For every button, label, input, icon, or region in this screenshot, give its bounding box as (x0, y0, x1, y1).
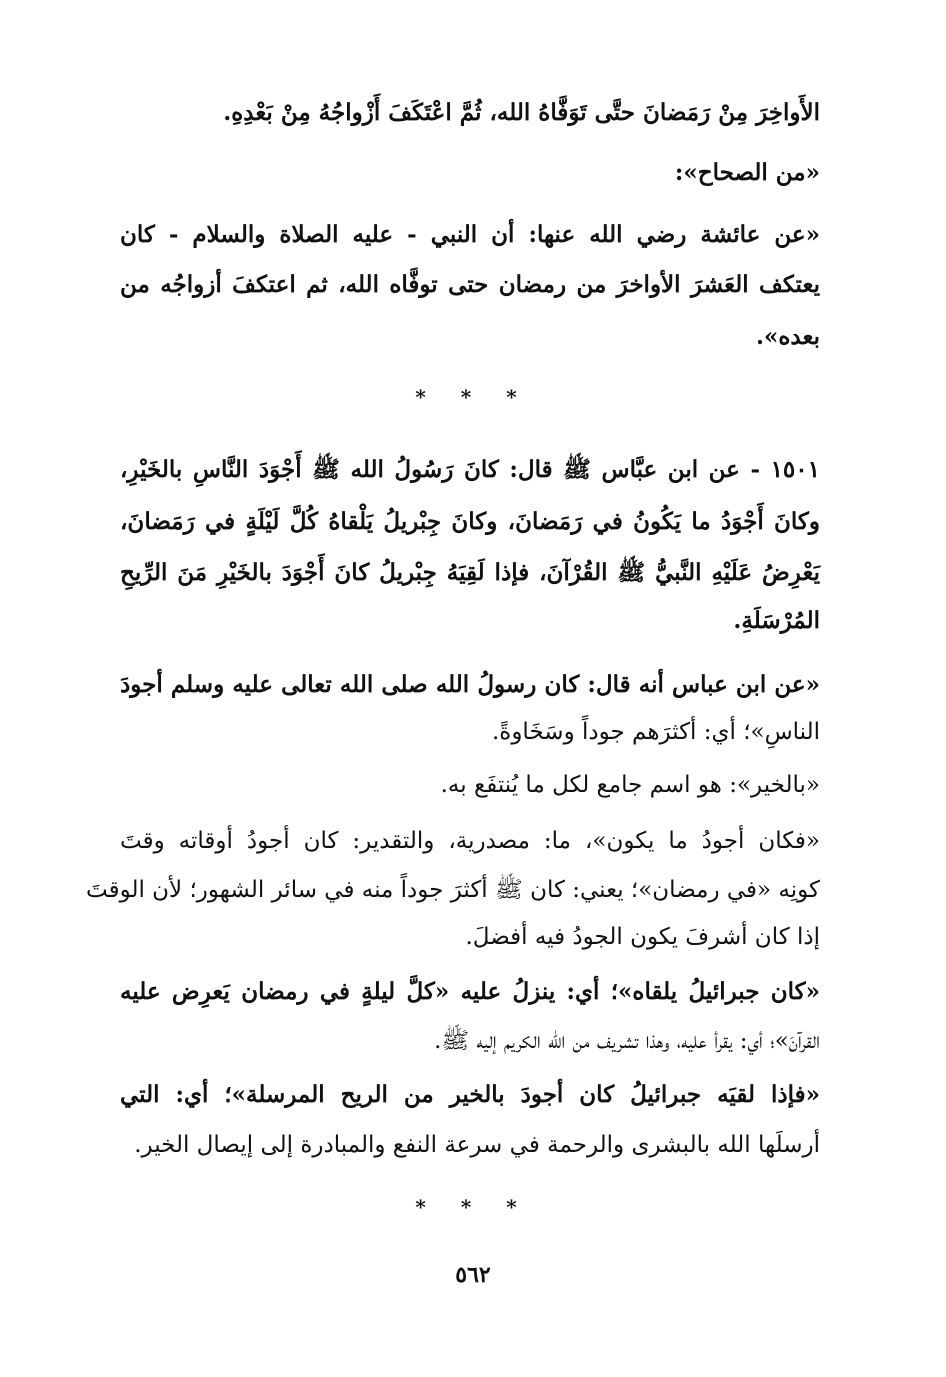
hadith-line: ١٥٠١ - عن ابن عبَّاس ﷺ قال: كانَ رَسُولُ الله ﷺ أَجْوَدَ النَّاسِ بالخَيْرِ، (120, 456, 820, 483)
commentary-line: «كان جبرائيلُ يلقاه»؛ أي: ينزلُ عليه «كلَّ ليلةٍ في رمضان يَعرِض عليه (120, 978, 820, 1005)
text-line: بعده». (755, 323, 820, 350)
text-line: الأَواخِرَ مِنْ رَمَضانَ حتَّى تَوَفَّاهُ الله، ثُمَّ اعْتَكَفَ أَزْواجُهُ مِنْ بَعْدِهِ. (223, 99, 820, 126)
hadith-line: وكانَ أَجْوَدُ ما يَكُونُ في رَمَضانَ، وكانَ جِبْريلُ يَلْقاهُ كُلَّ لَيْلَةٍ في رَمَضانَ، (120, 508, 820, 535)
text-line: يعتكف العَشرَ الأواخرَ من رمضان حتى توفَّاه الله، ثم اعتكفَ أزواجُه من (120, 271, 820, 298)
section-heading: «من الصحاح»: (674, 159, 820, 186)
commentary-line: الناسِ»؛ أي: أكثرَهم جوداً وسَخَاوةً. (491, 719, 820, 745)
commentary-line: «فكان أجودُ ما يكون»، ما: مصدرية، والتقدير: كان أجودُ أوقاته وقتَ (120, 828, 820, 854)
page-number: ٥٦٢ (455, 1262, 491, 1288)
commentary-line: «فإذا لقيَه جبرائيلُ كان أجودَ بالخير من الريح المرسلة»؛ أي: التي (120, 1081, 820, 1108)
hadith-line: يَعْرِضُ عَلَيْهِ النَّبيُّ ﷺ القُرْآنَ، فإذا لَقِيَهُ جِبْريلُ كانَ أَجْوَدَ بالخَيْرِ مَنَ الرِّيحِ (120, 559, 820, 586)
commentary-line: «عن ابن عباس أنه قال: كان رسولُ الله صلى الله تعالى عليه وسلم أجودَ (120, 671, 820, 698)
text-line: «عن عائشة رضي الله عنها: أن النبي - عليه الصلاة والسلام - كان (120, 221, 820, 248)
commentary-line: «بالخير»: هو اسم جامع لكل ما يُنتفَع به. (440, 772, 820, 798)
commentary-line: كونِه «في رمضان»؛ يعني: كان ﷺ أكثرَ جوداً منه في سائر الشهور؛ لأن الوقتَ (85, 877, 820, 903)
separator: * * * (415, 385, 531, 409)
commentary-line: أرسلَها الله بالبشرى والرحمة في سرعة النفع والمبادرة إلى إيصال الخير. (134, 1132, 820, 1158)
commentary-line: القرآنَ»؛ أي: يقرأ عليه، وهذا تشريف من الله الكريم إليه ﷺ. (434, 1028, 820, 1054)
hadith-line: المُرْسَلَةِ. (733, 607, 820, 634)
commentary-line: إذا كان أشرفَ يكون الجودُ فيه أفضلَ. (465, 924, 820, 950)
separator: * * * (415, 1195, 531, 1219)
